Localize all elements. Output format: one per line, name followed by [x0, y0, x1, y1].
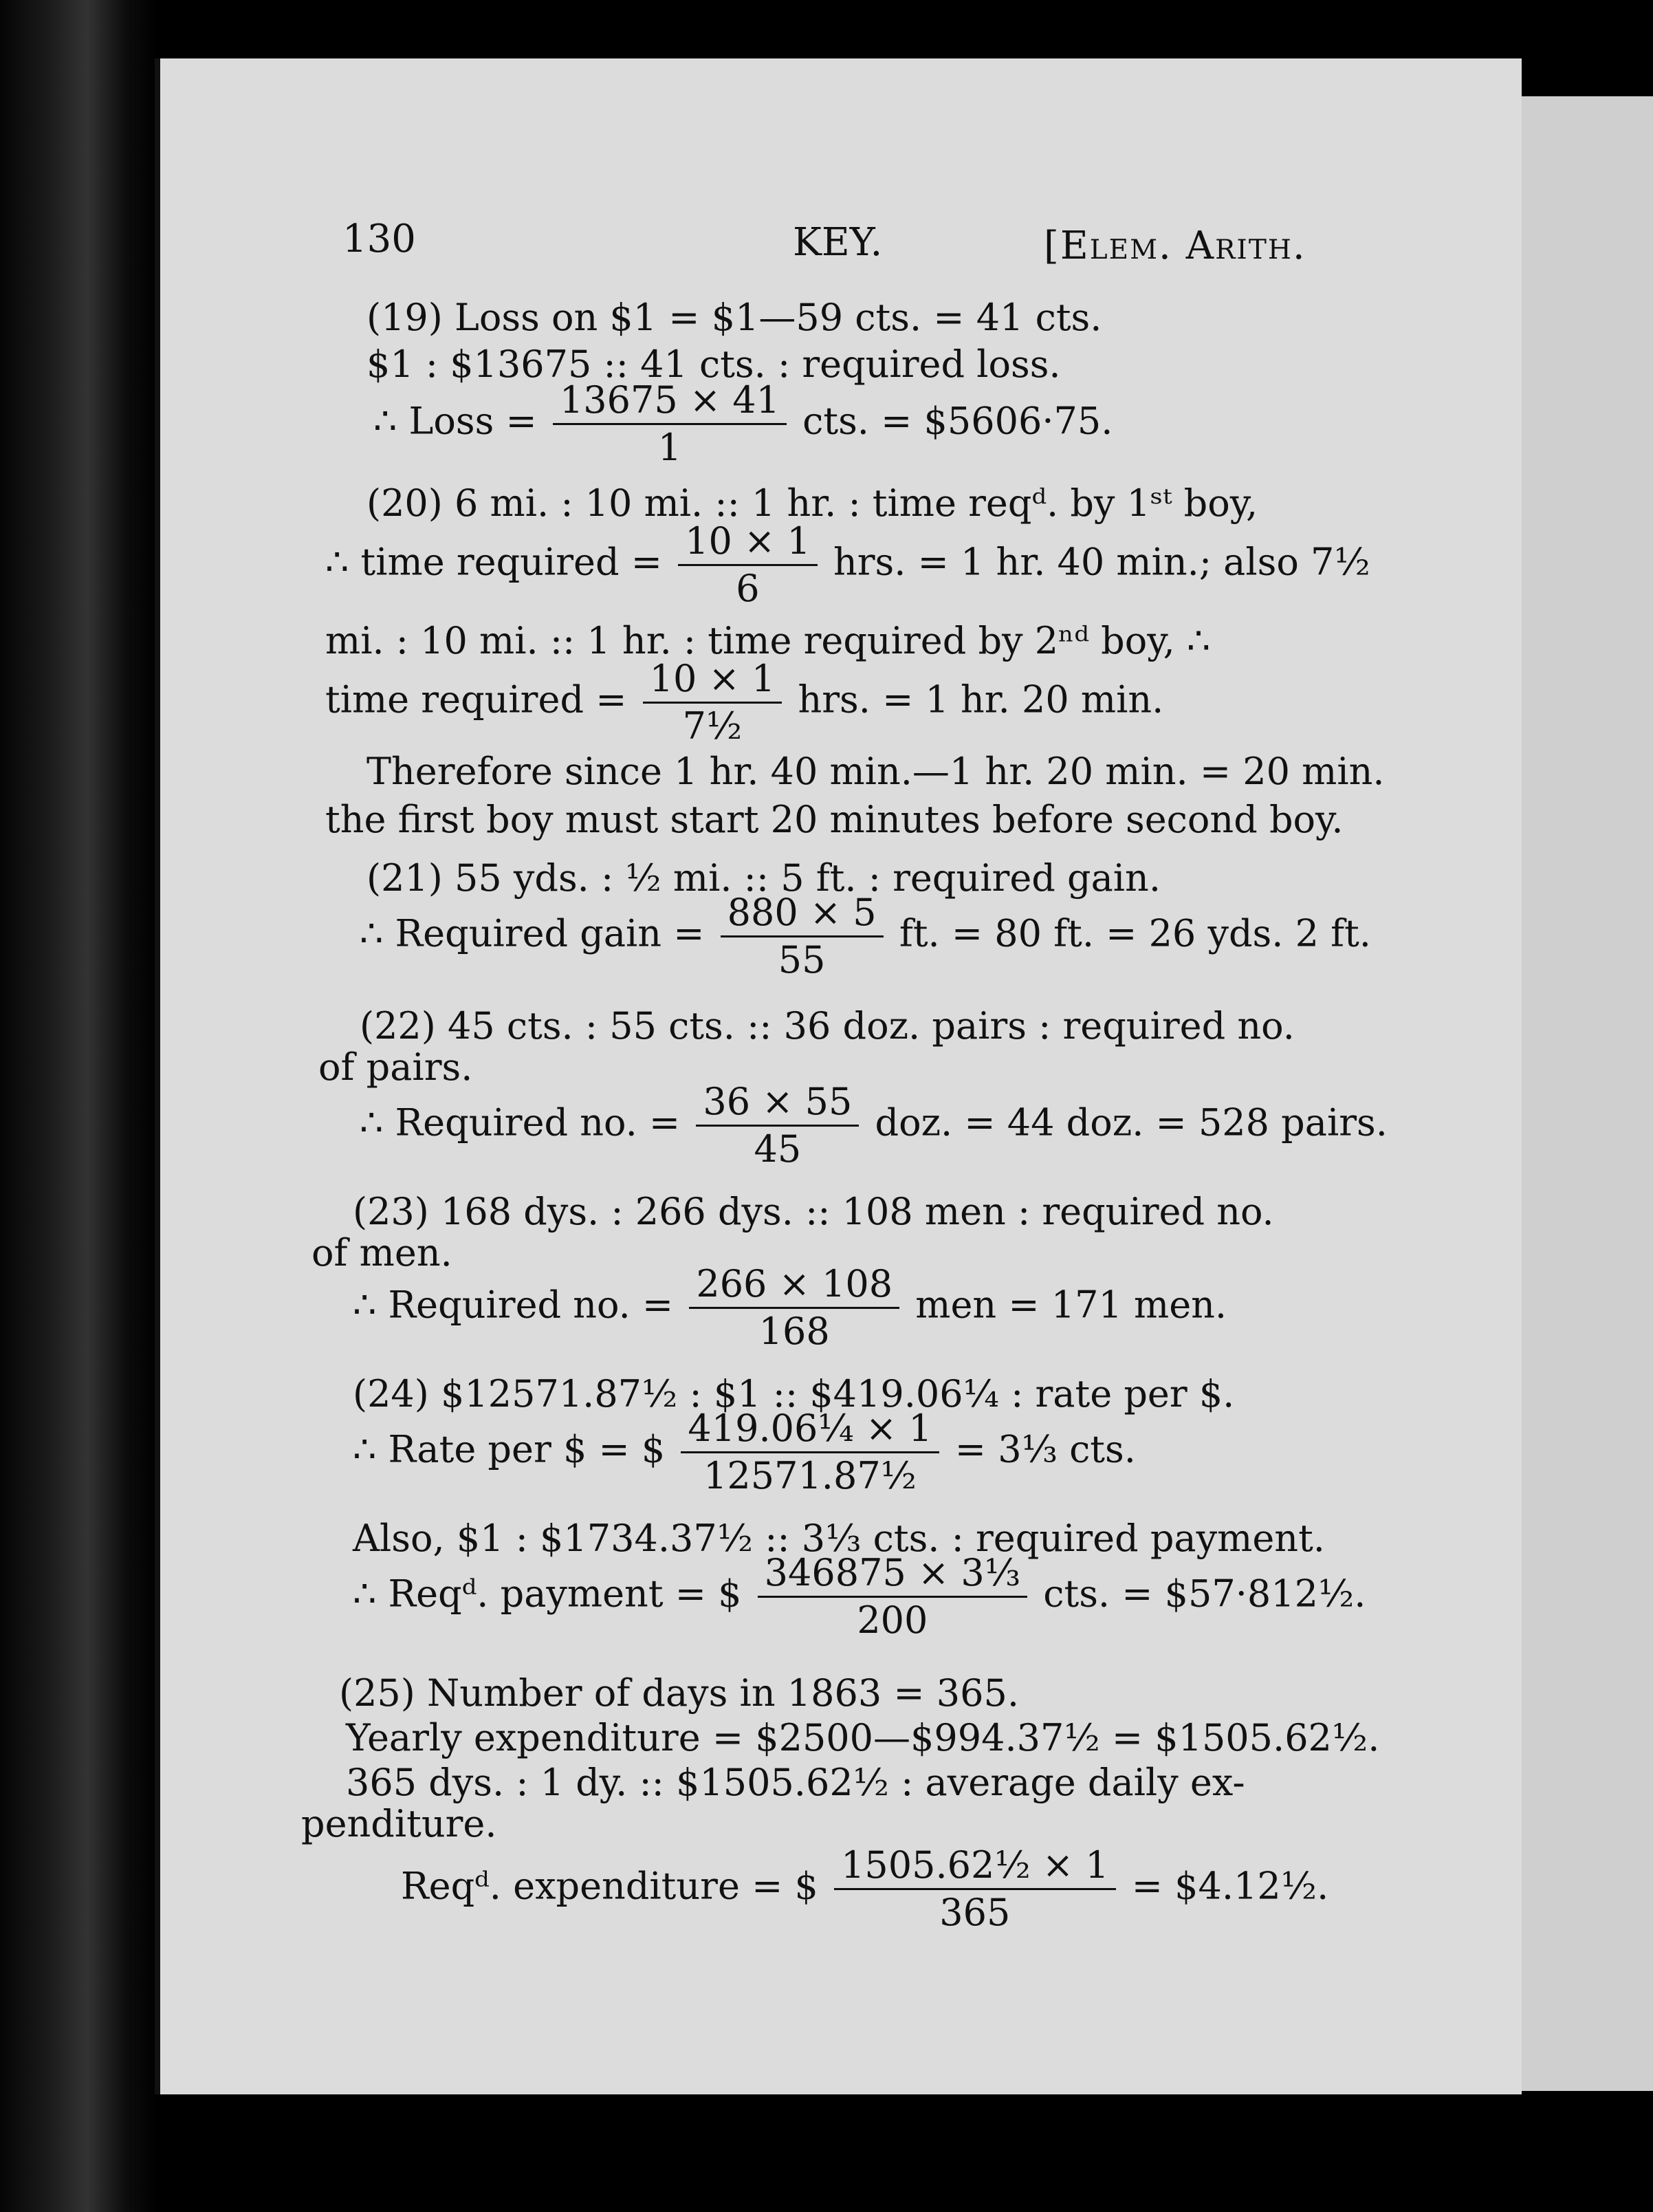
problem-20-line-3: mi. : 10 mi. :: 1 hr. : time required by 2ⁿᵈ boy, ∴ — [325, 619, 1211, 662]
fraction — [681, 1407, 939, 1497]
equation-rhs: cts. = $57·812½. — [1043, 1572, 1366, 1616]
equation-rhs: cts. = $5606·75. — [802, 399, 1113, 443]
equation-lhs: ∴ Loss = — [373, 399, 537, 443]
problem-20-line-6: the first boy must start 20 minutes before second boy. — [325, 798, 1344, 841]
fraction — [834, 1843, 1116, 1934]
fraction-numerator: 13675 × 41 — [553, 382, 787, 425]
problem-24-line-3: Also, $1 : $1734.37½ :: 3⅓ cts. : required payment. — [353, 1517, 1325, 1560]
page-number: 130 — [342, 217, 416, 261]
problem-24-line-1: (24) $12571.87½ : $1 :: $419.06¼ : rate per $. — [353, 1372, 1235, 1416]
problem-21-equation — [360, 891, 1371, 982]
equation-lhs: ∴ Reqᵈ. payment = $ — [353, 1572, 742, 1616]
problem-19-line-2: $1 : $13675 :: 41 cts. : required loss. — [366, 343, 1061, 386]
equation-rhs: ft. = 80 ft. = 26 yds. 2 ft. — [899, 911, 1371, 955]
problem-19-line-1: (19) Loss on $1 = $1—59 cts. = 41 cts. — [366, 296, 1102, 339]
fraction-numerator: 419.06¼ × 1 — [681, 1410, 939, 1453]
fraction-denominator: 7½ — [682, 704, 743, 748]
equation-lhs: ∴ time required = — [325, 540, 662, 584]
equation-lhs: ∴ Required no. = — [360, 1100, 681, 1145]
fraction — [678, 519, 818, 610]
equation-rhs: = $4.12½. — [1131, 1864, 1329, 1908]
fraction-numerator: 266 × 108 — [689, 1266, 899, 1309]
fraction-numerator: 1505.62½ × 1 — [834, 1847, 1116, 1890]
fraction-denominator: 45 — [754, 1127, 802, 1171]
problem-25-line-4: penditure. — [301, 1802, 497, 1845]
fraction-denominator: 12571.87½ — [703, 1454, 917, 1497]
fraction-denominator: 365 — [939, 1891, 1011, 1934]
problem-25-line-1: (25) Number of days in 1863 = 365. — [339, 1671, 1020, 1715]
problem-24-equation-2 — [353, 1551, 1366, 1642]
fraction-denominator: 200 — [857, 1598, 928, 1642]
fraction-denominator: 1 — [657, 426, 682, 469]
fraction — [643, 657, 782, 748]
problem-22-equation — [360, 1080, 1388, 1171]
equation-lhs: Reqᵈ. expenditure = $ — [401, 1864, 818, 1908]
fraction — [721, 891, 884, 982]
fraction — [689, 1262, 899, 1353]
problem-22-line-1: (22) 45 cts. : 55 cts. :: 36 doz. pairs : required no. — [360, 1004, 1295, 1048]
equation-lhs: ∴ Rate per $ = $ — [353, 1427, 666, 1471]
problem-20-line-5: Therefore since 1 hr. 40 min.—1 hr. 20 min. = 20 min. — [366, 750, 1385, 793]
fraction-numerator: 10 × 1 — [678, 523, 818, 566]
problem-20-line-1: (20) 6 mi. : 10 mi. :: 1 hr. : time reqᵈ. by 1ˢᵗ boy, — [366, 481, 1258, 525]
problem-20-equation-1 — [325, 519, 1370, 610]
fraction-numerator: 880 × 5 — [721, 894, 884, 937]
equation-lhs: ∴ Required no. = — [353, 1283, 674, 1327]
book-spine-shadow — [0, 0, 158, 2212]
fraction-denominator: 55 — [778, 938, 826, 982]
fraction-numerator: 346875 × 3⅓ — [758, 1554, 1027, 1598]
fraction-denominator: 6 — [736, 567, 760, 610]
problem-24-equation-1 — [353, 1407, 1136, 1497]
equation-rhs: = 3⅓ cts. — [954, 1427, 1136, 1471]
problem-20-equation-2 — [325, 657, 1164, 748]
fraction-numerator: 36 × 55 — [696, 1083, 859, 1127]
problem-25-line-2: Yearly expenditure = $2500—$994.37½ = $1505.62½. — [346, 1716, 1380, 1759]
fraction-denominator: 168 — [758, 1310, 830, 1353]
problem-25-equation — [401, 1843, 1329, 1934]
problem-19-equation — [373, 378, 1113, 469]
equation-rhs: hrs. = 1 hr. 20 min. — [798, 677, 1164, 722]
equation-lhs: ∴ Required gain = — [360, 911, 705, 955]
fraction — [696, 1080, 859, 1171]
problem-23-line-2: of men. — [311, 1231, 452, 1275]
equation-rhs: hrs. = 1 hr. 40 min.; also 7½ — [833, 540, 1370, 584]
equation-lhs: time required = — [325, 677, 627, 722]
problem-21-line-1: (21) 55 yds. : ½ mi. :: 5 ft. : required gain. — [366, 856, 1161, 900]
running-head: [Elem. Arith. — [1044, 224, 1306, 268]
problem-23-line-1: (23) 168 dys. : 266 dys. :: 108 men : required no. — [353, 1190, 1274, 1233]
problem-22-line-2: of pairs. — [318, 1045, 473, 1089]
fraction — [758, 1551, 1027, 1642]
problem-23-equation — [353, 1262, 1227, 1353]
adjacent-page-edge — [1513, 96, 1653, 2091]
fraction — [553, 378, 787, 469]
page-title: KEY. — [793, 220, 883, 265]
book-page — [155, 58, 1522, 2094]
problem-25-line-3: 365 dys. : 1 dy. :: $1505.62½ : average daily ex- — [346, 1761, 1245, 1804]
fraction-numerator: 10 × 1 — [643, 660, 782, 704]
equation-rhs: doz. = 44 doz. = 528 pairs. — [875, 1100, 1388, 1145]
equation-rhs: men = 171 men. — [915, 1283, 1227, 1327]
